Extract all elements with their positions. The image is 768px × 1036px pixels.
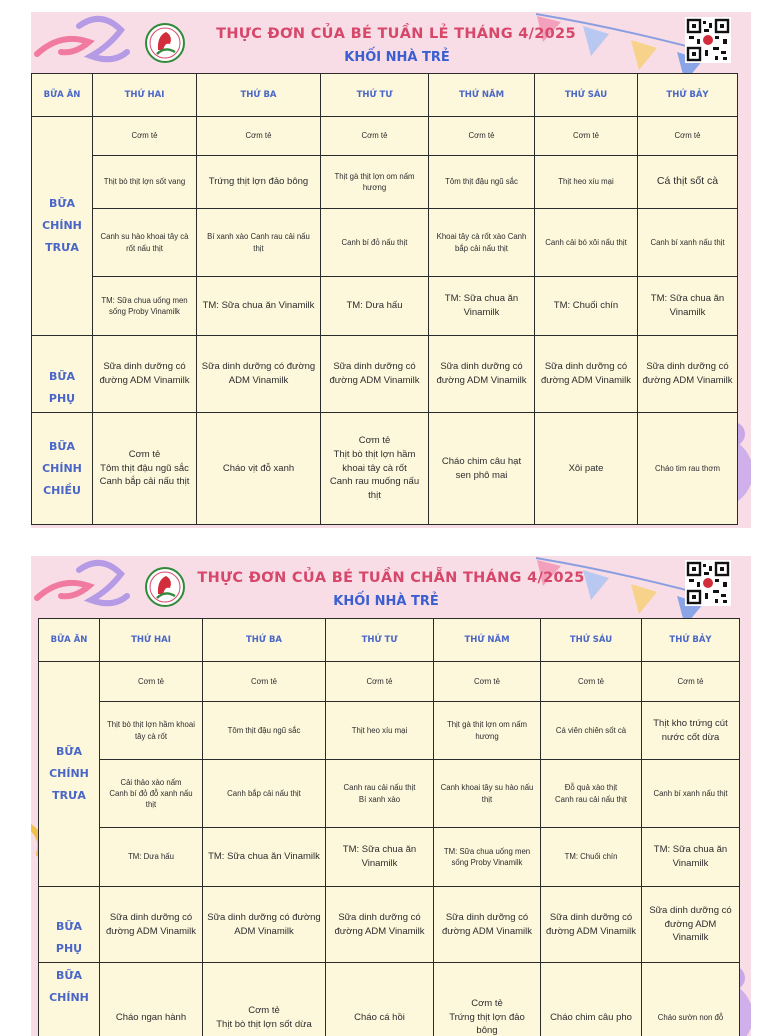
menu-cell: Cơm tẻ xyxy=(197,117,321,156)
menu-cell: Cháo ngan hành xyxy=(100,963,203,1036)
meal-snack-label: BỮA PHỤ xyxy=(32,336,93,413)
menu-cell: Cơm tẻ xyxy=(203,662,326,702)
menu-cell: Đỗ quả xào thịt Canh rau cải nấu thịt xyxy=(541,760,642,828)
menu-cell: Sữa dinh dưỡng có đường ADM Vinamilk xyxy=(321,336,429,413)
header-monday: THỨ HAI xyxy=(93,74,197,117)
menu-cell: Canh khoai tây su hào nấu thịt xyxy=(434,760,541,828)
table-row xyxy=(32,277,738,336)
header-tuesday: THỨ BA xyxy=(203,619,326,662)
menu-cell: Cải thảo xào nấm Canh bí đỏ đỗ xanh nấu thịt xyxy=(100,760,203,828)
menu-cell: TM: Sữa chua ăn Vinamilk xyxy=(638,277,738,336)
menu-cell: Cơm tẻ xyxy=(434,662,541,702)
menu-cell: Khoai tây cà rốt xào Canh bắp cải nấu thịt xyxy=(429,209,535,277)
menu-cell: Thịt bò thịt lợn sốt vang xyxy=(93,156,197,209)
menu-cell: Sữa dinh dưỡng có đường ADM Vinamilk xyxy=(93,336,197,413)
menu-table xyxy=(38,618,740,1036)
menu-cell: Cơm tẻ xyxy=(429,117,535,156)
menu-cell: Cơm tẻ xyxy=(100,662,203,702)
menu-subtitle: KHỐI NHÀ TRẺ xyxy=(43,50,751,65)
menu-title: THỰC ĐƠN CỦA BÉ TUẦN LẺ THÁNG 4/2025 xyxy=(41,26,751,42)
meal-lunch-label: BỮA CHÍNH TRƯA xyxy=(39,662,100,887)
menu-cell: TM: Dưa hấu xyxy=(321,277,429,336)
menu-cell: Thịt bò thịt lợn hầm khoai tây cà rốt xyxy=(100,702,203,760)
meal-snack-label: BỮA PHỤ xyxy=(39,887,100,963)
menu-cell: Cơm tẻ xyxy=(638,117,738,156)
table-row xyxy=(39,963,740,1036)
menu-cell: Cháo tim rau thơm xyxy=(638,413,738,525)
menu-cell: Cháo sườn non đỗ xyxy=(642,963,740,1036)
menu-cell: Thịt heo xíu mại xyxy=(326,702,434,760)
header-monday: THỨ HAI xyxy=(100,619,203,662)
menu-page-even-week xyxy=(31,556,751,1036)
menu-cell: TM: Sữa chua uống men sống Proby Vinamilk xyxy=(434,828,541,887)
menu-cell: Cháo vịt đỗ xanh xyxy=(197,413,321,525)
menu-cell: Cơm tẻ xyxy=(93,117,197,156)
header-thursday: THỨ NĂM xyxy=(434,619,541,662)
menu-cell: Cơm tẻ xyxy=(541,662,642,702)
menu-cell: Trứng thịt lợn đảo bông xyxy=(197,156,321,209)
header-friday: THỨ SÁU xyxy=(541,619,642,662)
menu-cell: Sữa dinh dưỡng có đường ADM Vinamilk xyxy=(326,887,434,963)
table-row xyxy=(32,209,738,277)
menu-cell: Cháo chim câu hạt sen phô mai xyxy=(429,413,535,525)
table-row xyxy=(39,760,740,828)
table-row xyxy=(32,336,738,413)
menu-page-odd-week xyxy=(31,12,751,528)
menu-cell: Tôm thịt đậu ngũ sắc xyxy=(429,156,535,209)
header-tuesday: THỨ BA xyxy=(197,74,321,117)
menu-cell: Canh bí xanh nấu thịt xyxy=(642,760,740,828)
meal-dinner-label: BỮA CHÍNH xyxy=(39,963,100,1036)
meal-lunch-label: BỮA CHÍNH TRƯA xyxy=(32,117,93,336)
menu-subtitle: KHỐI NHÀ TRẺ xyxy=(31,594,751,609)
menu-cell: Cơm tẻ Thịt bò thịt lợn sốt dừa xyxy=(203,963,326,1036)
header-wednesday: THỨ TƯ xyxy=(321,74,429,117)
menu-cell: Cơm tẻ xyxy=(642,662,740,702)
table-row xyxy=(32,156,738,209)
menu-cell: Sữa dinh dưỡng có đường ADM Vinamilk xyxy=(203,887,326,963)
menu-cell: Thịt gà thịt lợn om nấm hương xyxy=(321,156,429,209)
qr-code-icon[interactable] xyxy=(685,560,731,606)
menu-cell: TM: Sữa chua ăn Vinamilk xyxy=(203,828,326,887)
menu-cell: Cá viên chiên sốt cà xyxy=(541,702,642,760)
menu-cell: Canh cải bó xôi nấu thịt xyxy=(535,209,638,277)
table-row xyxy=(39,662,740,702)
header-wednesday: THỨ TƯ xyxy=(326,619,434,662)
header-friday: THỨ SÁU xyxy=(535,74,638,117)
menu-cell: Sữa dinh dưỡng có đường ADM Vinamilk xyxy=(541,887,642,963)
menu-cell: Cháo chim câu pho xyxy=(541,963,642,1036)
menu-cell: Sữa dinh dưỡng có đường ADM Vinamilk xyxy=(429,336,535,413)
menu-cell: TM: Sữa chua ăn Vinamilk xyxy=(197,277,321,336)
menu-cell: TM: Sữa chua uống men sống Proby Vinamilk xyxy=(93,277,197,336)
menu-cell: Sữa dinh dưỡng có đường ADM Vinamilk xyxy=(638,336,738,413)
menu-cell: Canh bí đỏ nấu thịt xyxy=(321,209,429,277)
menu-cell: Cá thịt sốt cà xyxy=(638,156,738,209)
header-saturday: THỨ BẢY xyxy=(642,619,740,662)
header-row xyxy=(32,74,738,117)
menu-cell: Canh su hào khoai tây cà rốt nấu thịt xyxy=(93,209,197,277)
menu-cell: Thịt heo xíu mại xyxy=(535,156,638,209)
table-row xyxy=(32,413,738,525)
menu-cell: Thịt kho trứng cút nước cốt dừa xyxy=(642,702,740,760)
menu-cell: TM: Sữa chua ăn Vinamilk xyxy=(326,828,434,887)
header-meal: BỮA ĂN xyxy=(39,619,100,662)
menu-cell: TM: Chuối chín xyxy=(535,277,638,336)
menu-cell: Cơm tẻ xyxy=(321,117,429,156)
table-row xyxy=(39,702,740,760)
menu-cell: Sữa dinh dưỡng có đường ADM Vinamilk xyxy=(100,887,203,963)
menu-table xyxy=(31,73,738,525)
menu-cell: Xôi pate xyxy=(535,413,638,525)
menu-cell: Cơm tẻ Tôm thịt đậu ngũ sắc Canh bắp cải nấu thịt xyxy=(93,413,197,525)
menu-cell: Thịt gà thịt lợn om nấm hương xyxy=(434,702,541,760)
header-thursday: THỨ NĂM xyxy=(429,74,535,117)
menu-cell: Tôm thịt đậu ngũ sắc xyxy=(203,702,326,760)
header-saturday: THỨ BẢY xyxy=(638,74,738,117)
menu-cell: Bí xanh xào Canh rau cải nấu thịt xyxy=(197,209,321,277)
table-row xyxy=(32,117,738,156)
menu-cell: Sữa dinh dưỡng có đường ADM Vinamilk xyxy=(197,336,321,413)
menu-cell: Canh bắp cải nấu thịt xyxy=(203,760,326,828)
menu-cell: TM: Sữa chua ăn Vinamilk xyxy=(642,828,740,887)
meal-dinner-label: BỮA CHÍNH CHIỀU xyxy=(32,413,93,525)
menu-cell: Cháo cá hồi xyxy=(326,963,434,1036)
menu-cell: TM: Dưa hấu xyxy=(100,828,203,887)
table-row xyxy=(39,828,740,887)
menu-cell: Sữa dinh dưỡng có đường ADM Vinamilk xyxy=(434,887,541,963)
menu-cell: Cơm tẻ Thịt bò thịt lợn hầm khoai tây cà rốt Canh rau muống nấu thịt xyxy=(321,413,429,525)
header-row xyxy=(39,619,740,662)
menu-cell: Cơm tẻ xyxy=(326,662,434,702)
menu-cell: TM: Chuối chín xyxy=(541,828,642,887)
menu-cell: Sữa dinh dưỡng có đường ADM Vinamilk xyxy=(642,887,740,963)
menu-title: THỰC ĐƠN CỦA BÉ TUẦN CHẴN THÁNG 4/2025 xyxy=(31,570,751,586)
menu-cell: TM: Sữa chua ăn Vinamilk xyxy=(429,277,535,336)
table-row xyxy=(39,887,740,963)
menu-cell: Cơm tẻ Trứng thịt lợn đảo bông xyxy=(434,963,541,1036)
qr-code-icon[interactable] xyxy=(685,17,731,63)
menu-cell: Canh bí xanh nấu thịt xyxy=(638,209,738,277)
menu-cell: Cơm tẻ xyxy=(535,117,638,156)
menu-cell: Canh rau cải nấu thịt Bí xanh xào xyxy=(326,760,434,828)
header-meal: BỮA ĂN xyxy=(32,74,93,117)
menu-cell: Sữa dinh dưỡng có đường ADM Vinamilk xyxy=(535,336,638,413)
